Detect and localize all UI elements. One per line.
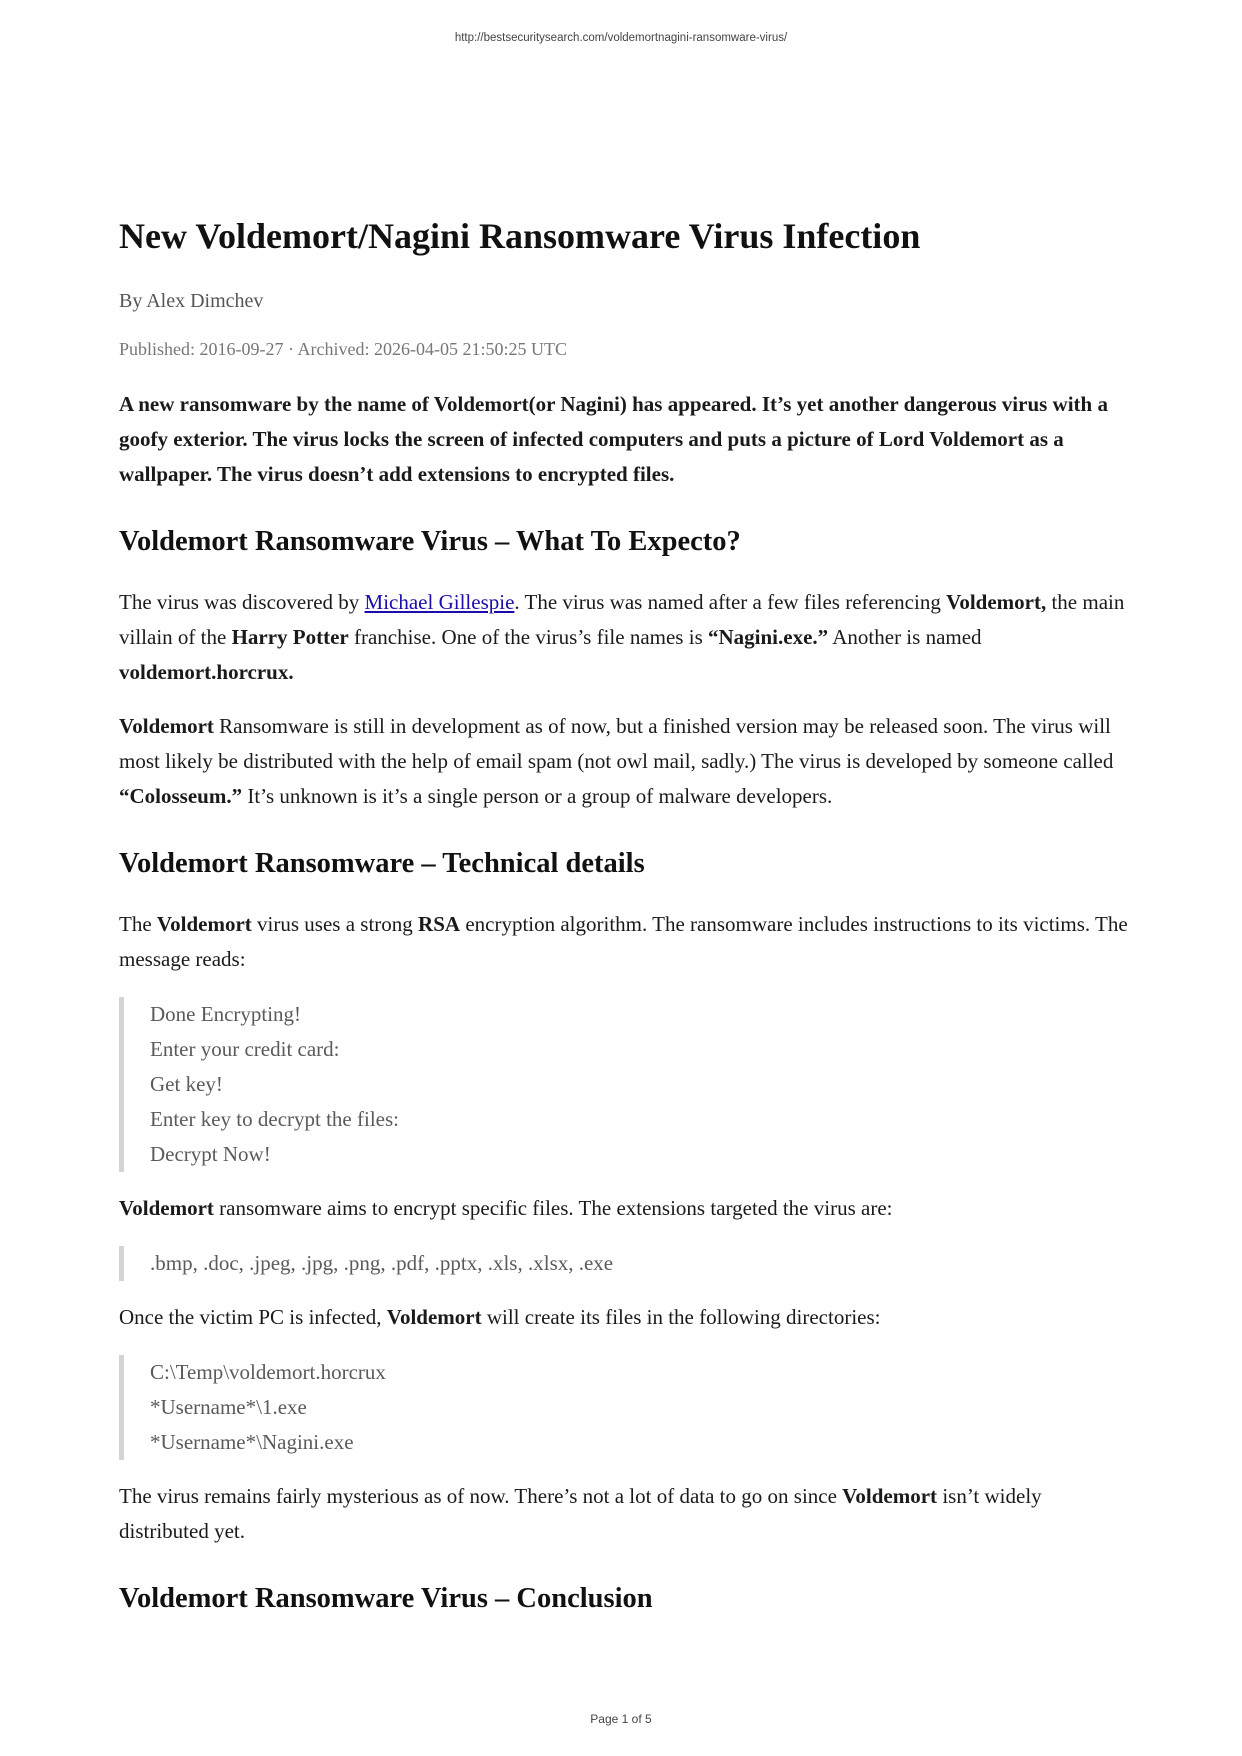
section-heading-conclusion: Voldemort Ransomware Virus – Conclusion xyxy=(119,1583,653,1614)
quote-line: Enter your credit card: xyxy=(150,1037,340,1061)
section-heading-technical: Voldemort Ransomware – Technical details xyxy=(119,848,645,879)
paragraph-extensions-intro: Voldemort ransomware aims to encrypt specific files. The extensions targeted the virus are: xyxy=(119,1196,893,1220)
lead-paragraph: A new ransomware by the name of Voldemort(or Nagini) has appeared. It’s yet another dangerous virus with a goofy exterior. The virus locks the screen of infected computers and puts a picture of Lord Voldemort as a wallpaper. The virus doesn’t add extensions to encrypted files. xyxy=(119,392,1108,486)
paragraph-directories-intro: Once the victim PC is infected, Voldemort will create its files in the following directories: xyxy=(119,1305,881,1329)
michael-gillespie-link[interactable]: Michael Gillespie xyxy=(364,590,515,614)
section-heading-expecto: Voldemort Ransomware Virus – What To Expecto? xyxy=(119,526,741,557)
publish-meta: Published: 2016-09-27 · Archived: 2026-04-05 21:50:25 UTC xyxy=(119,339,567,359)
article xyxy=(119,208,1129,1621)
page-url: http://bestsecuritysearch.com/voldemortnagini-ransomware-virus/ xyxy=(454,32,788,44)
quote-line: *Username*\1.exe xyxy=(150,1395,307,1419)
page-number: Page 1 of 5 xyxy=(590,1712,652,1726)
quote-line: Enter key to decrypt the files: xyxy=(150,1107,399,1131)
paragraph-mysterious: The virus remains fairly mysterious as of now. There’s not a lot of data to go on since Voldemort isn’t widely distributed yet. xyxy=(119,1484,1042,1543)
quote-line: Get key! xyxy=(150,1072,223,1096)
quote-line: C:\Temp\voldemort.horcrux xyxy=(150,1360,386,1384)
extensions-quote xyxy=(119,1246,1129,1281)
paragraph-encryption: The Voldemort virus uses a strong RSA encryption algorithm. The ransomware includes instructions to its victims. The message reads: xyxy=(119,912,1128,971)
article-title: New Voldemort/Nagini Ransomware Virus Infection xyxy=(119,216,921,256)
quote-line: Done Encrypting! xyxy=(150,1002,302,1026)
paragraph-development: Voldemort Ransomware is still in development as of now, but a finished version may be released soon. The virus will most likely be distributed with the help of email spam (not owl mail, sadly.) The virus is developed by someone called “Colosseum.” It’s unknown is it’s a single person or a group of malware developers. xyxy=(119,714,1114,808)
quote-line: Decrypt Now! xyxy=(150,1142,271,1166)
ransom-message-quote xyxy=(119,997,1129,1172)
paragraph-discovery: The virus was discovered by Michael Gillespie. The virus was named after a few files referencing Voldemort, the main villain of the Harry Potter franchise. One of the virus’s file names is “Nagini.exe.” Another is named voldemort.horcrux. xyxy=(119,590,1125,684)
byline: By Alex Dimchev xyxy=(119,290,264,312)
quote-line: *Username*\Nagini.exe xyxy=(150,1430,354,1454)
directories-quote xyxy=(119,1355,1129,1460)
quote-line: .bmp, .doc, .jpeg, .jpg, .png, .pdf, .pptx, .xls, .xlsx, .exe xyxy=(150,1251,614,1275)
